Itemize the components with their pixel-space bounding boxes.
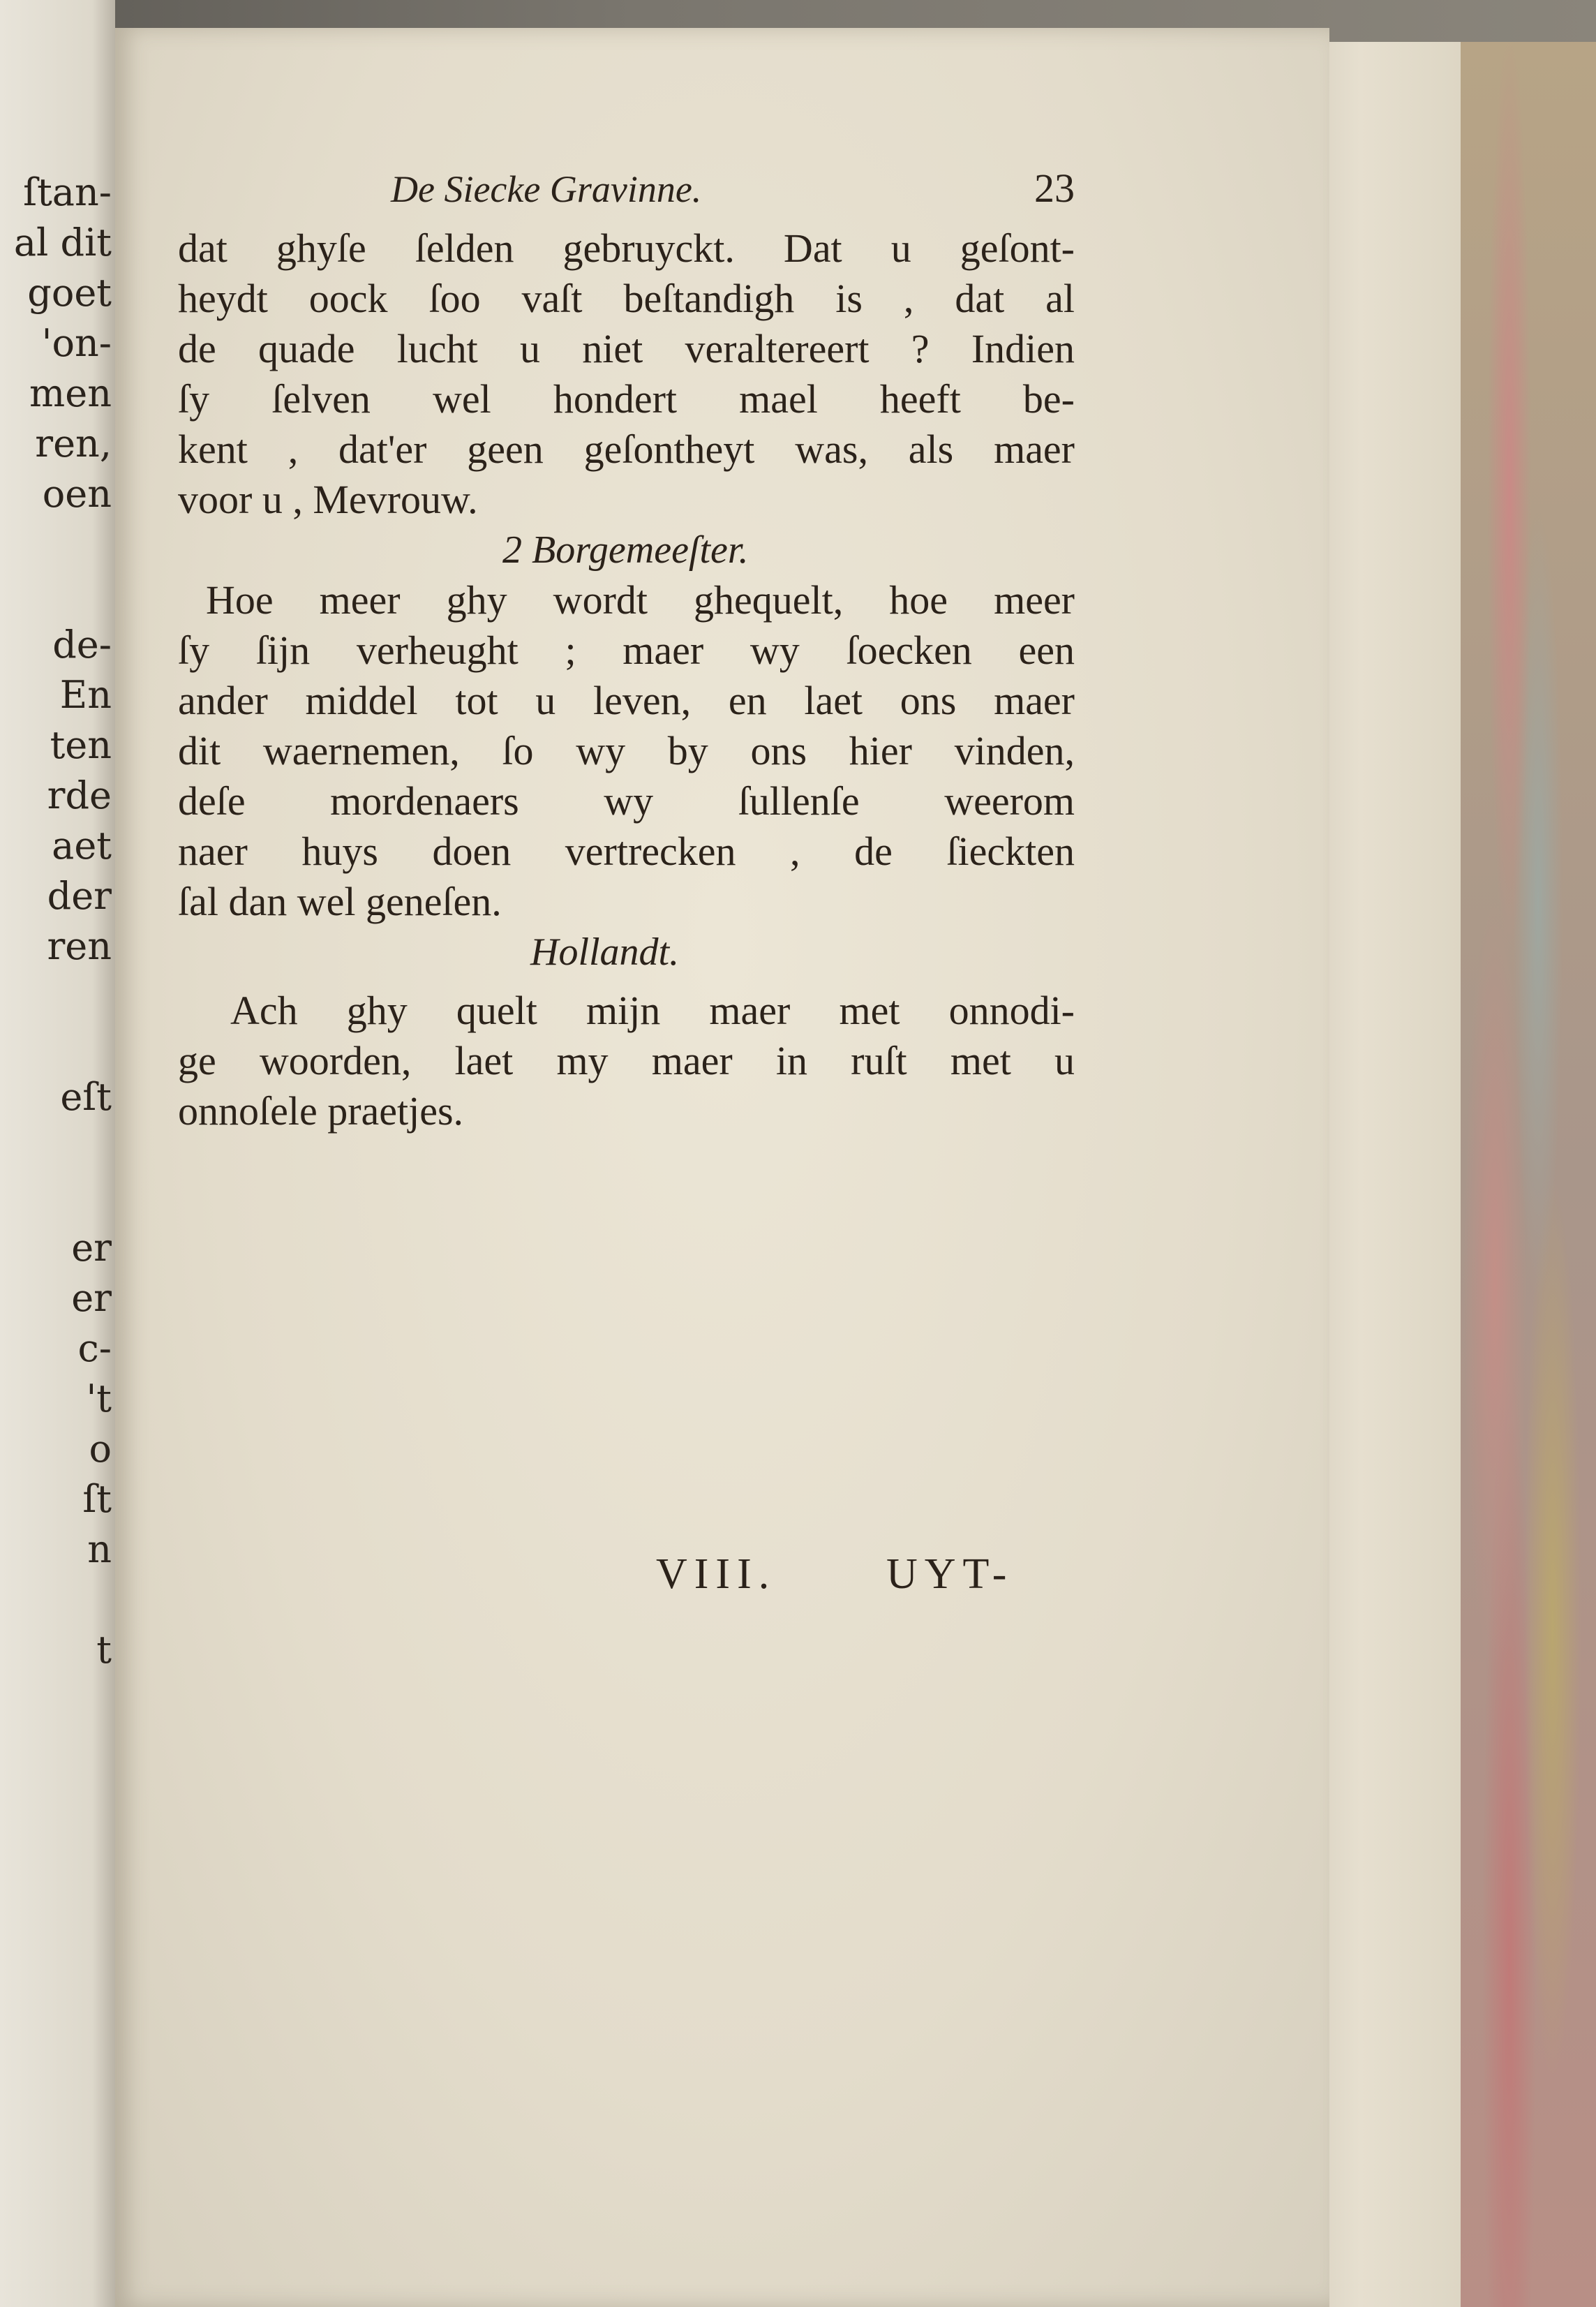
left-page-fragment <box>0 519 112 570</box>
left-page-fragment: men <box>29 371 112 415</box>
left-page-fragment <box>0 1022 112 1072</box>
marbled-cover <box>1452 42 1596 2307</box>
left-page-fragment <box>0 1173 112 1223</box>
left-page-fragment: er <box>71 1226 112 1270</box>
left-page-fragment: aet <box>52 824 112 868</box>
left-page-fragment: der <box>47 874 112 918</box>
left-page-fragment: ren <box>47 924 112 968</box>
speaker-heading: 2 Borgemeeſter. <box>502 528 749 572</box>
text-line: dat ghyſe ſelden gebruyckt. Dat u geſont- <box>178 225 1075 271</box>
left-page-fragment: ſtan- <box>23 170 112 214</box>
left-page-fragment: rde <box>47 773 112 817</box>
text-line: deſe mordenaers wy ſullenſe weerom <box>178 778 1075 824</box>
text-line: Ach ghy quelt mijn maer met onnodi- <box>230 988 1075 1033</box>
speaker-heading: Hollandt. <box>530 930 680 974</box>
signature-mark: VIII. <box>656 1550 777 1598</box>
left-page-fragment: eſt <box>60 1075 112 1119</box>
left-page-fragment <box>0 972 112 1022</box>
text-line: kent , dat'er geen geſontheyt was, als maer <box>178 426 1075 472</box>
left-page-fragment: 'on- <box>41 321 112 365</box>
left-page-fragment: o <box>89 1427 112 1471</box>
left-page-text <box>0 168 112 1675</box>
left-page-fragment: ſt <box>82 1477 112 1521</box>
left-page-fragment: goet <box>27 271 112 315</box>
left-facing-page <box>0 0 115 2307</box>
text-line: dit waernemen, ſo wy by ons hier vinden, <box>178 728 1075 773</box>
left-page-fragment <box>0 1575 112 1625</box>
text-line: ge woorden, laet my maer in ruſt met u <box>178 1038 1075 1083</box>
text-line: de quade lucht u niet veraltereert ? Indien <box>178 326 1075 371</box>
left-page-fragment: er <box>71 1276 112 1320</box>
text-line: ſy ſijn verheught ; maer wy ſoecken een <box>178 628 1075 673</box>
left-page-fragment: oen <box>42 472 112 516</box>
left-page-fragment: n <box>87 1527 112 1571</box>
text-line: voor u , Mevrouw. <box>178 477 478 522</box>
text-line: ſy ſelven wel hondert mael heeft be- <box>178 376 1075 422</box>
text-line: onnoſele praetjes. <box>178 1088 464 1134</box>
text-line: Hoe meer ghy wordt ghequelt, hoe meer <box>206 577 1075 623</box>
left-page-fragment: ren, <box>35 422 112 466</box>
catchword: UYT- <box>886 1550 1014 1598</box>
left-page-fragment: 't <box>86 1377 112 1420</box>
left-page-fragment: ten <box>50 723 112 767</box>
text-line: ander middel tot u leven, en laet ons maer <box>178 678 1075 723</box>
left-page-fragment <box>0 570 112 620</box>
left-page-fragment: c- <box>77 1326 112 1370</box>
text-line: ſal dan wel geneſen. <box>178 879 502 924</box>
text-line: heydt oock ſoo vaſt beſtandigh is , dat al <box>178 276 1075 321</box>
left-page-fragment <box>0 1122 112 1173</box>
running-head <box>391 165 1075 223</box>
left-page-fragment: de- <box>52 623 112 667</box>
page-number: 23 <box>1034 165 1075 211</box>
left-page-fragment: al dit <box>13 221 112 265</box>
text-line: naer huys doen vertrecken , de ſieckten <box>178 829 1075 874</box>
left-page-fragment: t <box>96 1628 112 1672</box>
running-title: De Siecke Gravinne. <box>391 168 702 210</box>
left-page-fragment: En <box>59 673 112 717</box>
